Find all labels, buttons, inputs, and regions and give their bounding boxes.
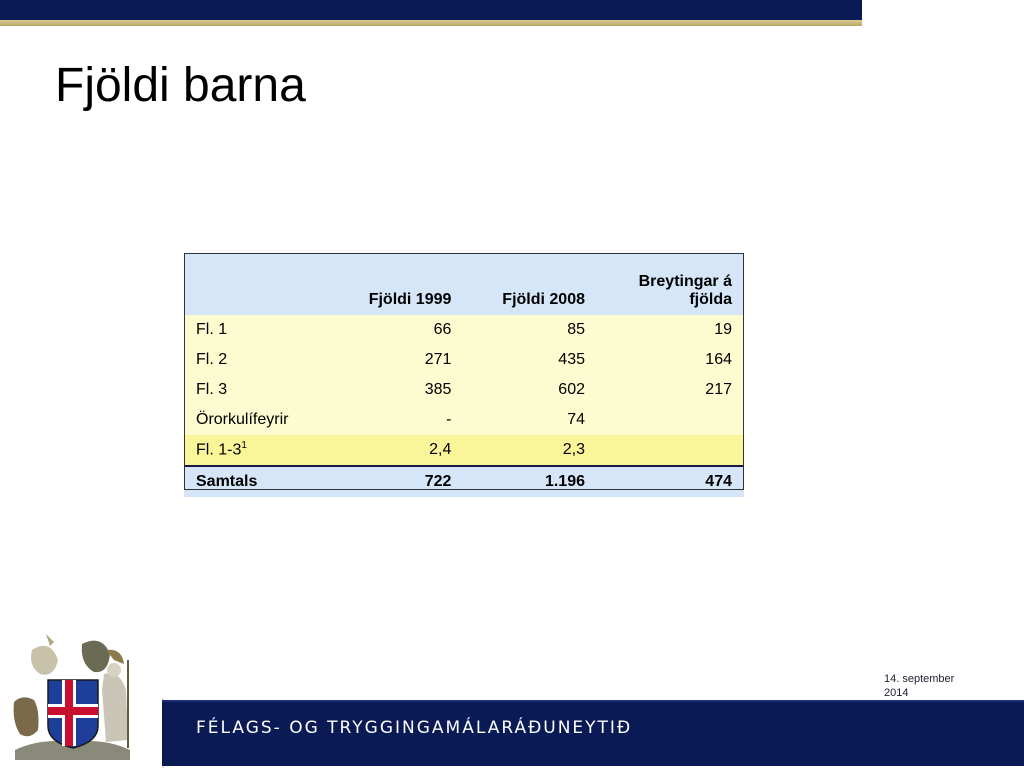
table-row bbox=[184, 315, 744, 345]
table-header-2008: Fjöldi 2008 bbox=[502, 291, 585, 308]
table-header-change-line2: fjölda bbox=[689, 291, 732, 308]
table-header-row bbox=[184, 253, 744, 315]
cell-1999: - bbox=[446, 411, 452, 428]
table-header-change-line1: Breytingar á bbox=[638, 273, 732, 290]
cell-1999: 66 bbox=[433, 321, 452, 338]
cell-change bbox=[597, 405, 744, 435]
total-2008: 1.196 bbox=[463, 466, 597, 497]
cell-2008: 435 bbox=[558, 351, 585, 368]
row-label: Örorkulífeyrir bbox=[196, 411, 289, 428]
total-change: 474 bbox=[597, 466, 744, 497]
children-count-table bbox=[184, 253, 744, 497]
table-header-1999: Fjöldi 1999 bbox=[368, 291, 452, 308]
cell-1999: 2,4 bbox=[429, 441, 452, 458]
table-total-row bbox=[184, 466, 744, 497]
row-label: Fl. 2 bbox=[196, 351, 228, 368]
row-label bbox=[184, 435, 330, 466]
row-label-text: Fl. 1-3 bbox=[196, 441, 242, 459]
total-label: Samtals bbox=[184, 466, 330, 497]
cell-change: 217 bbox=[705, 381, 732, 398]
table-row bbox=[184, 405, 744, 435]
table-row bbox=[184, 375, 744, 405]
total-1999: 722 bbox=[330, 466, 464, 497]
row-label: Fl. 3 bbox=[196, 381, 228, 398]
row-label: Fl. 1 bbox=[196, 321, 228, 338]
cell-1999: 271 bbox=[424, 351, 452, 368]
footnote-marker: 1 bbox=[241, 440, 247, 452]
cell-1999: 385 bbox=[424, 381, 452, 398]
top-banner-accent bbox=[0, 20, 862, 26]
table-header-empty bbox=[184, 253, 330, 315]
cell-2008: 2,3 bbox=[562, 441, 585, 458]
date-line-2: 2014 bbox=[884, 687, 909, 699]
ministry-name: FÉLAGS- OG TRYGGINGAMÁLARÁÐUNEYTIÐ bbox=[196, 718, 633, 738]
cell-change bbox=[597, 435, 744, 466]
cell-2008: 74 bbox=[567, 411, 585, 428]
table-header-change bbox=[597, 253, 744, 315]
cell-2008: 85 bbox=[567, 321, 585, 338]
cell-change: 19 bbox=[714, 321, 732, 338]
slide-date bbox=[884, 672, 974, 700]
cell-2008: 602 bbox=[558, 381, 585, 398]
table-row bbox=[184, 435, 744, 466]
coat-of-arms-icon bbox=[10, 630, 135, 760]
cell-change: 164 bbox=[705, 351, 732, 368]
page-title: Fjöldi barna bbox=[55, 59, 306, 112]
date-line-1: 14. september bbox=[884, 673, 955, 685]
table-row bbox=[184, 345, 744, 375]
